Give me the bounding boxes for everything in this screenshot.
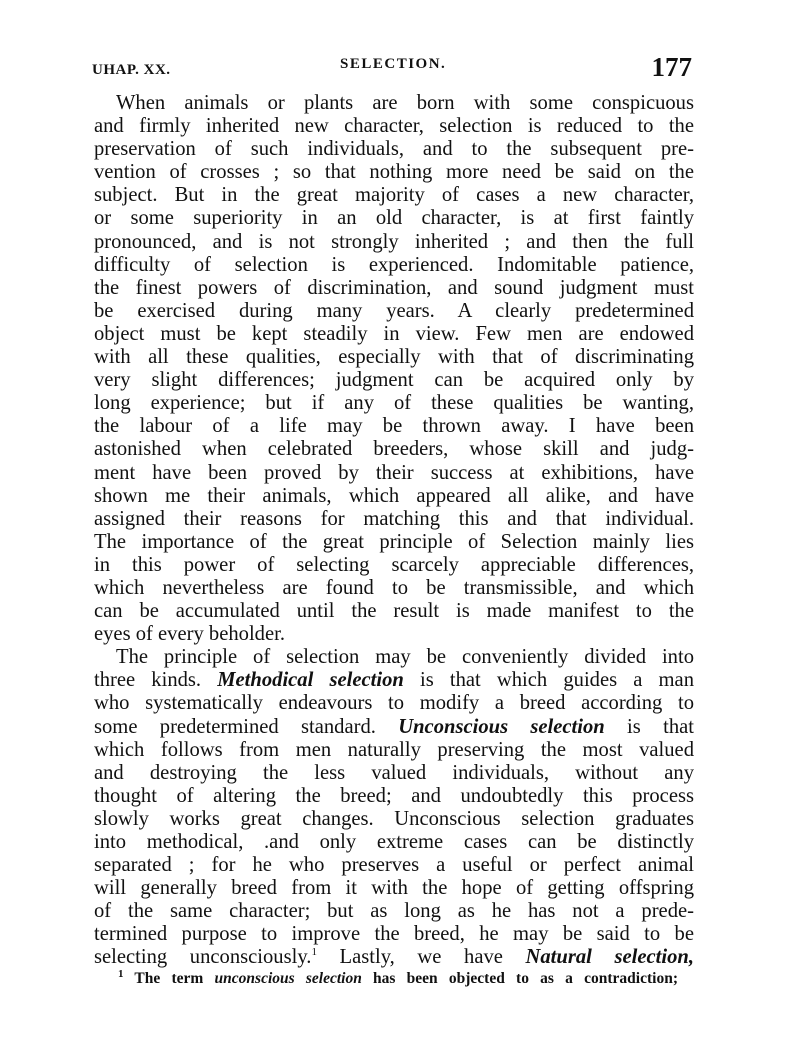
text-run: is that [604, 715, 694, 738]
text-run: some predetermined standard. [94, 715, 399, 738]
text-run: three kinds. [94, 669, 218, 692]
text-line: shown me their animals, which appeared all alike, and have [94, 484, 694, 507]
text-line: termined purpose to improve the breed, he may be said to be [94, 923, 694, 946]
running-title: SELECTION. [340, 56, 447, 72]
text-line: the labour of a life may be thrown away. I have been [94, 415, 694, 438]
text-line: astonished when celebrated breeders, whose skill and judg- [94, 438, 694, 461]
text-line: separated ; for he who preserves a useful or perfect animal [94, 854, 694, 877]
text-line: subject. But in the great majority of cases a new character, [94, 184, 694, 207]
footnote-text: has been objected to as a contradiction; [361, 970, 678, 987]
emphasis-term: Natural selection, [525, 946, 694, 969]
text-line: ment have been proved by their success at exhibitions, have [94, 461, 694, 484]
text-line: When animals or plants are born with some conspicuous [116, 92, 694, 114]
paragraph-2 [94, 646, 694, 969]
text-line: object must be kept steadily in view. Few men are endowed [94, 322, 694, 345]
text-run: Lastly, we have [316, 946, 526, 969]
text-line: very slight differences; judgment can be acquired only by [94, 369, 694, 392]
page-number: 177 [651, 52, 692, 82]
text-line: vention of crosses ; so that nothing more need be said on the [94, 161, 694, 184]
text-line: which nevertheless are found to be transmissible, and which [94, 576, 694, 599]
text-line: can be accumulated until the result is made manifest to the [94, 600, 694, 623]
text-run: is that which guides a man [403, 669, 694, 692]
emphasis-term: Unconscious selection [398, 715, 605, 738]
text-line: or some superiority in an old character, is at first faintly [94, 207, 694, 230]
text-line: preservation of such individuals, and to the subsequent pre- [94, 138, 694, 161]
text-line: which follows from men naturally preserving the most valued [94, 738, 694, 761]
text-line: thought of altering the breed; and undoubtedly this process [94, 784, 694, 807]
text-line: slowly works great changes. Unconscious selection graduates [94, 807, 694, 830]
text-line: long experience; but if any of these qualities be wanting, [94, 392, 694, 415]
running-head [92, 52, 692, 84]
chapter-label: UHAP. XX. [92, 62, 171, 78]
footnote-text: The term [123, 970, 215, 987]
text-line: will generally breed from it with the hope of getting offspring [94, 877, 694, 900]
text-line: The importance of the great principle of Selection mainly lies [94, 530, 694, 553]
text-line: and firmly inherited new character, selection is reduced to the [94, 115, 694, 138]
text-line: pronounced, and is not strongly inherited ; and then the full [94, 230, 694, 253]
paragraph-1 [94, 92, 694, 646]
footnote-ref: 1 [311, 946, 317, 959]
text-line: assigned their reasons for matching this and that individual. [94, 507, 694, 530]
text-line: be exercised during many years. A clearly predetermined [94, 299, 694, 322]
text-line: the finest powers of discrimination, and sound judgment must [94, 276, 694, 299]
text-line: and destroying the less valued individuals, without any [94, 761, 694, 784]
text-line: difficulty of selection is experienced. Indomitable patience, [94, 253, 694, 276]
body-text [94, 92, 694, 970]
footnote-emphasis: unconscious selection [214, 970, 362, 987]
text-run: selecting unconsciously. [94, 946, 312, 969]
text-line [94, 669, 694, 692]
text-line: into methodical, .and only extreme cases can be distinctly [94, 831, 694, 853]
text-line: in this power of selecting scarcely appreciable differences, [94, 553, 694, 576]
footnote-marker: 1 [118, 967, 124, 980]
text-line: with all these qualities, especially with that of discriminating [94, 346, 694, 369]
text-line: of the same character; but as long as he has not a prede- [94, 900, 694, 923]
text-line: The principle of selection may be conveniently divided into [116, 646, 694, 669]
text-line: who systematically endeavours to modify a breed according to [94, 692, 694, 715]
text-line: eyes of every beholder. [94, 623, 285, 646]
emphasis-term: Methodical selection [217, 669, 404, 692]
text-line [94, 946, 694, 969]
text-line [94, 716, 694, 739]
footnote [118, 967, 678, 988]
